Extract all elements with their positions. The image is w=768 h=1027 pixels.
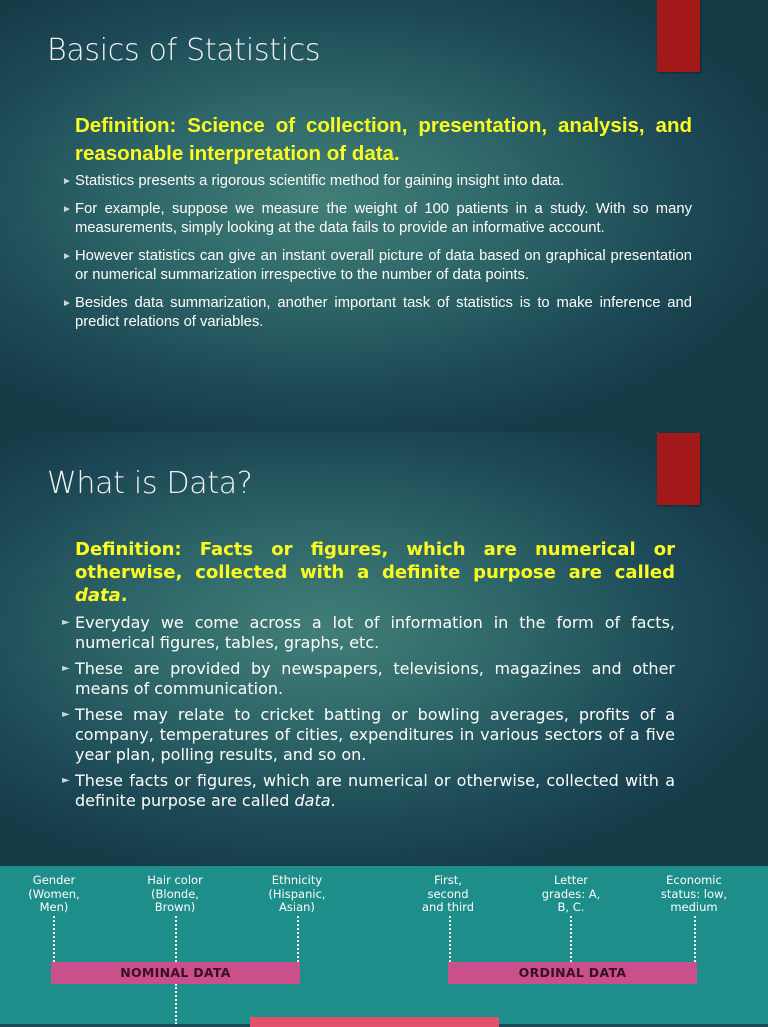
bullet-item: ► Everyday we come across a lot of information in the form of facts, numerical figures, tables, graphs, etc. [62,613,675,652]
example-label-ethnicity: Ethnicity (Hispanic, Asian) [268,873,326,914]
example-label-rank: First, second and third [421,873,475,914]
bullet-arrow-icon: ► [62,250,72,262]
bullet-arrow-icon: ► [62,775,70,786]
definition-text: Definition: Facts or figures, which are numerical or otherwise, collected with a definite purpose are called data. [75,539,675,606]
slide-basics-of-statistics [0,0,768,432]
example-label-letter-grades: Letter grades: A, B, C. [541,873,601,914]
connector-line [175,984,177,1024]
connector-line [297,916,299,962]
slide-what-is-data [0,432,768,866]
bullet-item: ► Besides data summarization, another important task of statistics is to make inference and predict relations of variables. [62,294,692,330]
bullet-list [62,172,692,341]
definition-text: Definition: Science of collection, presentation, analysis, and reasonable interpretation of data. [75,114,692,165]
bullet-arrow-icon: ► [62,176,72,187]
example-label-gender: Gender (Women, Men) [28,873,80,914]
parent-category-box [250,1017,499,1027]
bullet-item: ► These are provided by newspapers, televisions, magazines and other means of communication. [62,659,675,698]
accent-red-bar [657,0,700,72]
ordinal-data-label: ORDINAL DATA [448,962,697,984]
connector-line [449,916,451,962]
connector-line [53,916,55,962]
connector-line [694,916,696,962]
nominal-data-label: NOMINAL DATA [51,962,300,984]
accent-red-bar [657,433,700,505]
connector-line [570,916,572,962]
bullet-item: ► For example, suppose we measure the weight of 100 patients in a study. With so many measurements, simply looking at the data fails to provide an informative account. [62,200,692,236]
slide-title: Basics of Statistics [47,33,321,68]
bullet-arrow-icon: ► [62,297,72,309]
bullet-item: ► Statistics presents a rigorous scientific method for gaining insight into data. [75,172,692,192]
bullet-item: ► These may relate to cricket batting or bowling averages, profits of a company, temperatures of cities, expenditures in various sectors of a five year plan, polling results, and so on. [62,705,675,764]
connector-line [175,916,177,962]
example-label-economic-status: Economic status: low, medium [660,873,728,914]
bullet-item: ► However statistics can give an instant overall picture of data based on graphical presentation or numerical summarization irrespective to the number of data points. [62,247,692,283]
bullet-arrow-icon: ► [62,203,72,215]
bullet-arrow-icon: ► [62,663,70,674]
slide-title: What is Data? [47,466,253,501]
bullet-item: ► These facts or figures, which are numerical or otherwise, collected with a definite purpose are called data. [62,771,675,810]
bullet-list [62,613,675,817]
bullet-arrow-icon: ► [62,709,70,720]
example-label-hair-color: Hair color (Blonde, Brown) [147,873,203,914]
bullet-arrow-icon: ► [62,617,70,628]
data-types-diagram [0,866,768,1024]
